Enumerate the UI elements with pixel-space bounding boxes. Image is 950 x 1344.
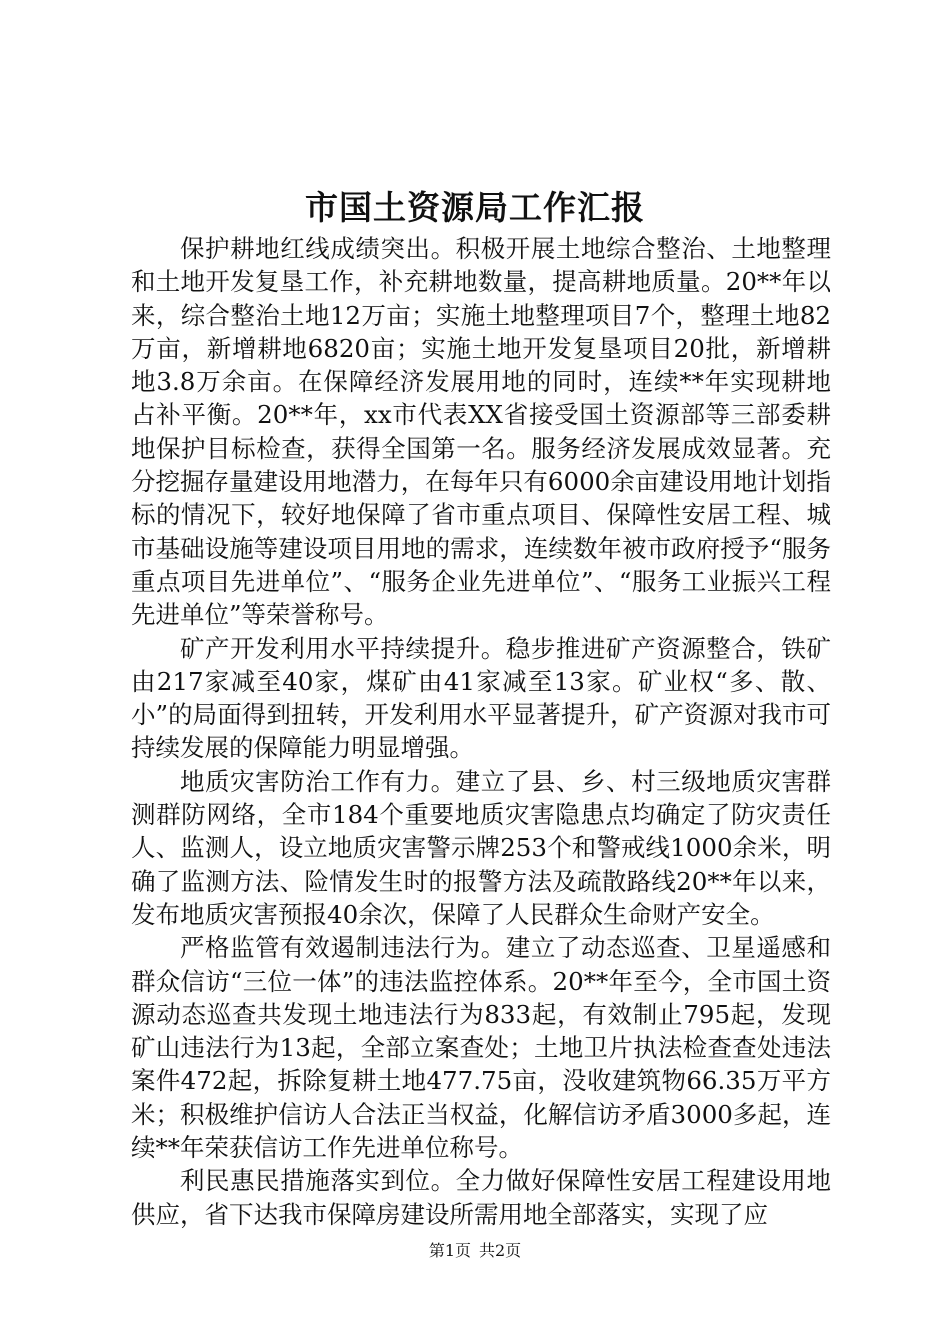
paragraph-people-benefit: 利民惠民措施落实到位。全力做好保障性安居工程建设用地供应，省下达我市保障房建设所需用地全部落实，实现了应 (131, 1166, 831, 1229)
page-total: 共2页 (479, 1241, 522, 1260)
page-number: 第1页 (428, 1241, 471, 1260)
paragraph-mineral-development: 矿产开发利用水平持续提升。稳步推进矿产资源整合，铁矿由217家减至40家，煤矿由41家减至13家。矿业权“多、散、小”的局面得到扭转，开发利用水平显著提升，矿产资源对我市可持续发展的保障能力明显增强。 (131, 633, 831, 763)
paragraph-geological-disaster: 地质灾害防治工作有力。建立了县、乡、村三级地质灾害群测群防网络，全市184个重要地质灾害隐患点均确定了防灾责任人、监测人，设立地质灾害警示牌253个和警戒线1000余米，明确了监测方法、险情发生时的报警方法及疏散路线20**年以来，发布地质灾害预报40余次，保障了人民群众生命财产安全。 (131, 766, 831, 929)
paragraph-supervision: 严格监管有效遏制违法行为。建立了动态巡查、卫星遥感和群众信访“三位一体”的违法监控体系。20**年至今，全市国土资源动态巡查共发现土地违法行为833起，有效制止795起，发现矿山违法行为13起，全部立案查处；土地卫片执法检查查处违法案件472起，拆除复耕土地477.75亩，没收建筑物66.35万平方米；积极维护信访人合法正当权益，化解信访矛盾3000多起，连续**年荣获信访工作先进单位称号。 (131, 933, 831, 1163)
document-title: 市国土资源局工作汇报 (305, 188, 645, 227)
paragraph-farmland-protection: 保护耕地红线成绩突出。积极开展土地综合整治、土地整理和土地开发复垦工作，补充耕地数量，提高耕地质量。20**年以来，综合整治土地12万亩；实施土地整理项目7个，整理土地82万亩，新增耕地6820亩；实施土地开发复垦项目20批，新增耕地3.8万余亩。在保障经济发展用地的同时，连续**年实现耕地占补平衡。20**年，xx市代表XX省接受国土资源部等三部委耕地保护目标检查，获得全国第一名。服务经济发展成效显著。充分挖掘存量建设用地潜力，在每年只有6000余亩建设用地计划指标的情况下，较好地保障了省市重点项目、保障性安居工程、城市基础设施等建设项目用地的需求，连续数年被市政府授予“服务重点项目先进单位”、“服务企业先进单位”、“服务工业振兴工程先进单位”等荣誉称号。 (131, 234, 831, 630)
page-footer (0, 1240, 950, 1262)
document-body (131, 232, 831, 1231)
